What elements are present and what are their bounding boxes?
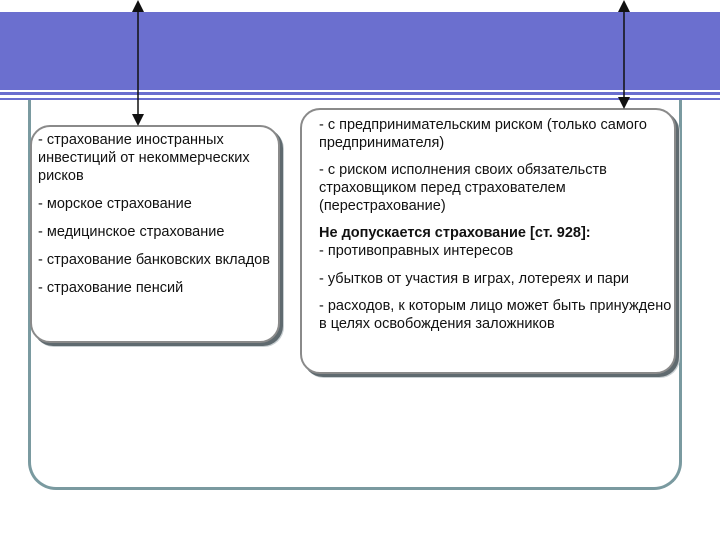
left-item: - страхование иностранных инвестиций от некоммерческих рисков (38, 132, 250, 184)
right-item: - с риском исполнения своих обязательств страховщиком перед страхователем (перестрахование) (319, 162, 607, 214)
right-item: - убытков от участия в играх, лотереях и пари (319, 271, 630, 287)
left-item: - медицинское страхование (38, 224, 225, 240)
left-item: - морское страхование (38, 196, 192, 212)
left-item: - страхование пенсий (38, 280, 184, 296)
right-group (319, 224, 674, 260)
left-item: - страхование банковских вкладов (38, 252, 270, 268)
right-item: - противоправных интересов (319, 243, 514, 259)
banner-divider-line (0, 92, 720, 95)
right-box (300, 108, 676, 374)
right-item: - с предпринимательским риском (только самого предпринимателя) (319, 117, 647, 151)
left-box (30, 125, 280, 343)
right-heading: Не допускается страхование [ст. 928]: (319, 225, 591, 241)
right-item: - расходов, к которым лицо может быть принуждено в целях освобождения заложников (319, 298, 672, 332)
header-banner (0, 12, 720, 90)
